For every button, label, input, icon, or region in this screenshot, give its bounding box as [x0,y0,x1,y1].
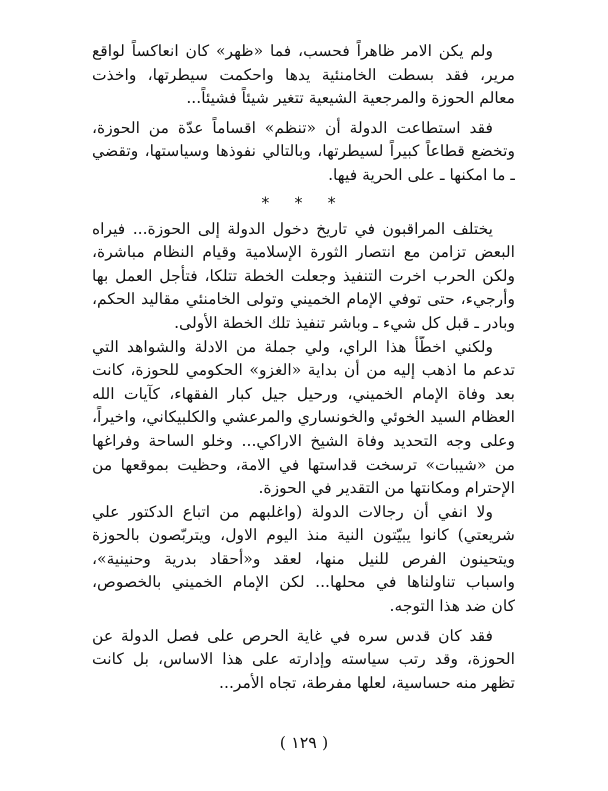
text-line: ويتحينون الفرص للنيل منها، لعقد و«أحقاد بدرية وحنينية»، [92,549,515,568]
text-line: تظهر منه حساسية، لعلها مفرطة، تجاه الأمر... [219,673,515,692]
text-line: بعد وفاة الإمام الخميني، ورحيل جيل كبار الفقهاء، كآيات الله [92,384,515,403]
text-line: ولكن الحرب اخرت التنفيذ وجعلت الخطة تتلكا، فتأجل العمل بها [92,266,515,285]
text-line: ولا انفي أن رجالات الدولة (واغلبهم من اتباع الدكتور علي [92,502,493,521]
text-line: من «شيبات» ترسخت قداستها في الامة، وحظيت بموقعها من [92,455,515,474]
text-line: معالم الحوزة والمرجعية الشيعية تتغير شيئاً فشيئاً... [186,89,515,108]
page-body [92,40,515,695]
text-line: شريعتي) كانوا يبيّتون النية منذ اليوم الاول، ويتربّصون بالحوزة [92,526,515,545]
paragraph-1 [92,40,515,111]
section-separator: * * * [261,192,346,212]
page-number: ( ١٢٩ ) [279,733,329,752]
text-line: واسباب تناولناها في محلها... لكن الإمام الخميني بالخصوص، [92,573,515,592]
text-line: الإحترام ومكانتها من التقدير في الحوزة. [258,479,515,498]
text-line: يختلف المراقبون في تاريخ دخول الدولة إلى الحوزة... فيراه [92,219,493,238]
text-line: وبادر ـ قبل كل شيء ـ وباشر تنفيذ تلك الخطة الأولى. [174,313,515,332]
paragraph-3 [92,218,515,336]
text-line: وتخضع قطاعاً كبيراً لسيطرتها، وبالتالي نفوذها وسياستها، وتقضي [92,142,515,161]
paragraph-2 [92,117,515,188]
text-line: فقد استطاعت الدولة أن «تنظم» اقساماً عدّة من الحوزة، [92,118,493,137]
text-line: العظام السيد الخوئي والخونساري والمرعشي والكلبيكاني، واخيراً، [92,408,515,427]
paragraph-5 [92,501,515,619]
text-line: ولكني اخطّأ هذا الراي، ولي جملة من الادلة والشواهد التي [92,337,493,356]
paragraph-6 [92,625,515,696]
text-line: الحوزة، وقد رتب سياسته وإدارته على هذا الاساس، بل كانت [92,650,515,669]
text-line: وأرجيء، حتى توفي الإمام الخميني وتولى الخامنئي مقاليد الحكم، [92,290,515,309]
text-line: ـ ما امكنها ـ على الحرية فيها. [328,165,515,184]
text-line: وعلى وجه التحديد وفاة الشيخ الاراكي... وخلو الساحة وفراغها [92,431,515,450]
text-line: مرير، فقد بسطت الخامنئية يدها واحكمت سيطرتها، واخذت [92,65,515,84]
text-line: ولم يكن الامر ظاهراً فحسب، فما «ظهر» كان انعاكساً لواقع [92,42,493,60]
paragraph-4 [92,336,515,501]
text-line: تدعم ما اذهب إليه من أن بداية «الغزو» الحكومي للحوزة، كانت [92,361,515,380]
text-line: كان ضد هذا التوجه. [389,597,515,616]
text-line: فقد كان قدس سره في غاية الحرص على فصل الدولة عن [92,626,493,645]
text-line: البعض تزامن مع انتصار الثورة الإسلامية وقيام النظام مباشرة، [92,243,515,262]
